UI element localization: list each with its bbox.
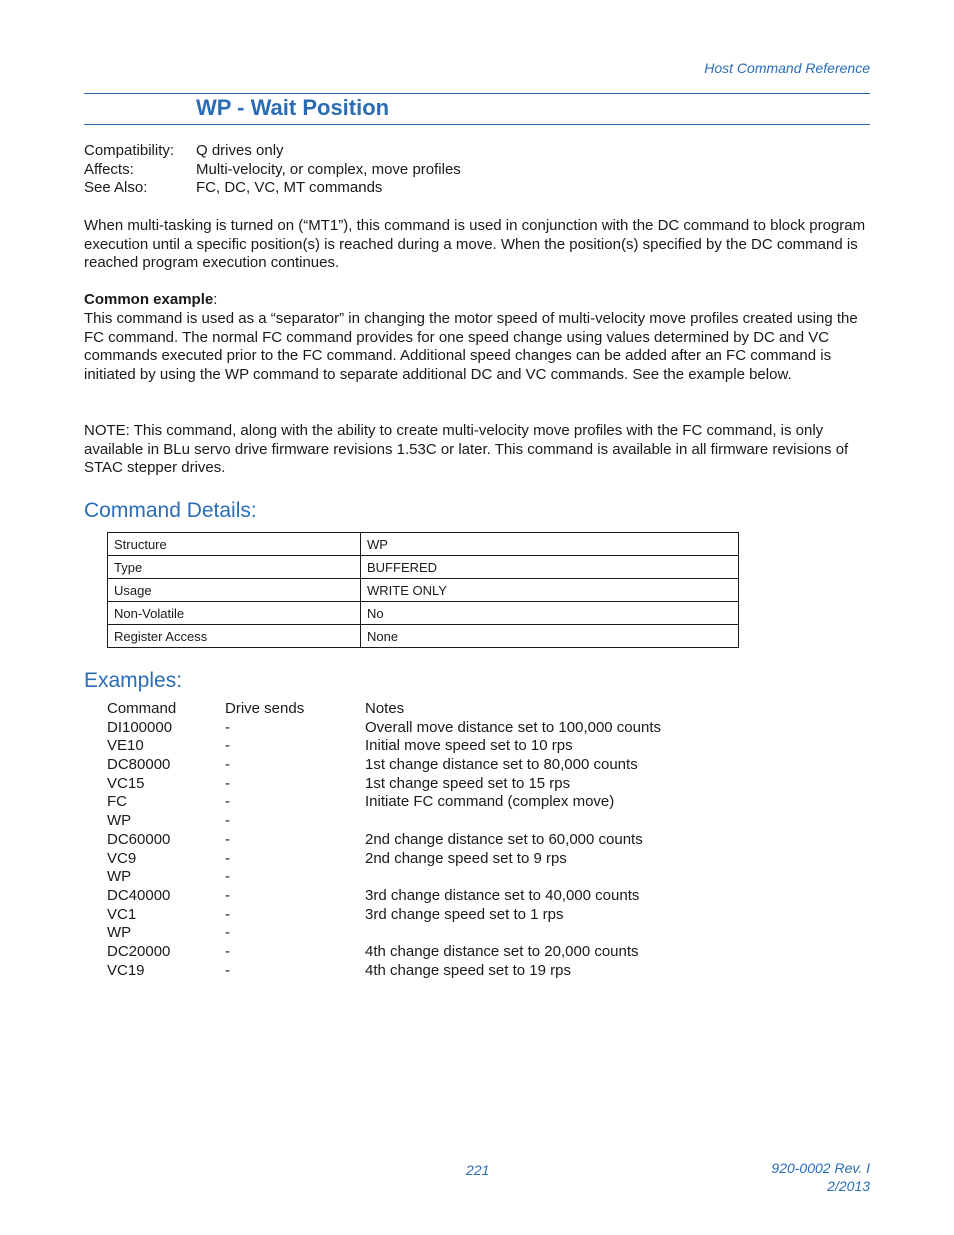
list-item — [107, 887, 661, 906]
list-item — [107, 737, 661, 756]
example-notes: 3rd change distance set to 40,000 counts — [365, 886, 640, 904]
page-number: 221 — [466, 1162, 490, 1178]
table-row — [108, 625, 739, 648]
example-command: WP — [107, 868, 132, 886]
example-drive-sends: - — [225, 718, 230, 736]
examples-listing — [107, 700, 661, 980]
detail-value: WP — [361, 533, 739, 556]
table-row — [108, 602, 739, 625]
detail-label: Non-Volatile — [108, 602, 361, 625]
example-notes: Overall move distance set to 100,000 counts — [365, 718, 662, 736]
meta-label: Affects: — [84, 160, 134, 178]
column-header-drive-sends: Drive sends — [225, 700, 305, 717]
examples-heading: Examples: — [84, 669, 183, 692]
title-rule-top — [84, 93, 870, 94]
detail-value: None — [361, 625, 739, 648]
example-notes: 4th change distance set to 20,000 counts — [365, 942, 639, 960]
example-notes: 2nd change speed set to 9 rps — [365, 849, 567, 867]
detail-label: Structure — [108, 533, 361, 556]
revision-date: 2/2013 — [827, 1178, 870, 1194]
list-item — [107, 868, 661, 887]
list-item — [107, 850, 661, 869]
example-notes: 2nd change distance set to 60,000 counts — [365, 830, 643, 848]
intro-paragraph: When multi-tasking is turned on (“MT1”), this command is used in conjunction with the DC command to block program execution until a specific position(s) is reached during a move. When the position(s) specified by the DC command is reached program execution continues. — [84, 217, 866, 272]
detail-label: Type — [108, 556, 361, 579]
example-drive-sends: - — [225, 905, 230, 923]
example-command: VC15 — [107, 774, 145, 792]
example-drive-sends: - — [225, 886, 230, 904]
example-notes: 3rd change speed set to 1 rps — [365, 905, 564, 923]
example-command: VE10 — [107, 737, 144, 755]
example-notes: Initial move speed set to 10 rps — [365, 737, 573, 755]
example-notes: 4th change speed set to 19 rps — [365, 961, 571, 979]
example-drive-sends: - — [225, 942, 230, 960]
meta-label: See Also: — [84, 179, 148, 197]
table-row — [108, 556, 739, 579]
note-paragraph: NOTE: This command, along with the ability to create multi-velocity move profiles with the FC command, is only available in BLu servo drive firmware revisions 1.53C or later. This command is available in all firmware revisions of STAC stepper drives. — [84, 422, 849, 477]
meta-see-also — [84, 179, 461, 198]
common-example-colon: : — [213, 291, 218, 308]
common-example-paragraph: This command is used as a “separator” in changing the motor speed of multi-velocity move profiles created using the FC command. The normal FC command provides for one speed change using values determined by DC and VC commands executed prior to the FC command. Additional speed changes can be added after an FC command is initiated by using the WP command to separate additional DC and VC commands. See the example below. — [84, 310, 858, 383]
revision-number: 920-0002 Rev. I — [771, 1160, 870, 1176]
running-header: Host Command Reference — [704, 60, 870, 76]
example-command: WP — [107, 812, 132, 830]
detail-label: Usage — [108, 579, 361, 602]
example-command: WP — [107, 924, 132, 942]
example-notes: 1st change speed set to 15 rps — [365, 774, 571, 792]
list-item — [107, 943, 661, 962]
example-drive-sends: - — [225, 961, 230, 979]
column-header-notes: Notes — [365, 700, 405, 717]
examples-header-row — [107, 700, 661, 719]
revision-block — [771, 1159, 870, 1195]
example-command: VC9 — [107, 849, 137, 867]
list-item — [107, 906, 661, 925]
meta-label: Compatibility: — [84, 142, 175, 159]
meta-affects — [84, 161, 461, 180]
table-row — [108, 533, 739, 556]
list-item — [107, 756, 661, 775]
list-item — [107, 812, 661, 831]
command-meta — [84, 142, 461, 198]
detail-value: WRITE ONLY — [361, 579, 739, 602]
common-example-label: Common example — [84, 291, 214, 308]
list-item — [107, 793, 661, 812]
detail-label: Register Access — [108, 625, 361, 648]
example-command: VC1 — [107, 905, 137, 923]
meta-value: Multi-velocity, or complex, move profiles — [196, 160, 461, 178]
page-title: WP - Wait Position — [196, 95, 390, 120]
example-command: DC40000 — [107, 886, 171, 904]
list-item — [107, 962, 661, 981]
example-notes: 1st change distance set to 80,000 counts — [365, 756, 638, 774]
example-drive-sends: - — [225, 737, 230, 755]
example-drive-sends: - — [225, 756, 230, 774]
column-header-command: Command — [107, 700, 177, 717]
meta-value: FC, DC, VC, MT commands — [196, 179, 383, 197]
example-command: DI100000 — [107, 718, 173, 736]
list-item — [107, 775, 661, 794]
detail-value: No — [361, 602, 739, 625]
example-command: VC19 — [107, 961, 145, 979]
example-drive-sends: - — [225, 924, 230, 942]
common-example-label-line — [84, 291, 870, 310]
meta-compatibility — [84, 142, 461, 161]
list-item — [107, 831, 661, 850]
example-drive-sends: - — [225, 812, 230, 830]
command-details-table — [107, 532, 739, 648]
list-item — [107, 719, 661, 738]
example-command: DC80000 — [107, 756, 171, 774]
example-command: DC20000 — [107, 942, 171, 960]
example-drive-sends: - — [225, 774, 230, 792]
example-notes: Initiate FC command (complex move) — [365, 793, 615, 811]
table-row — [108, 579, 739, 602]
example-drive-sends: - — [225, 849, 230, 867]
meta-value: Q drives only — [196, 142, 284, 159]
detail-value: BUFFERED — [361, 556, 739, 579]
example-command: DC60000 — [107, 830, 171, 848]
example-drive-sends: - — [225, 868, 230, 886]
example-drive-sends: - — [225, 793, 230, 811]
example-drive-sends: - — [225, 830, 230, 848]
list-item — [107, 924, 661, 943]
command-details-heading: Command Details: — [84, 499, 257, 522]
title-rule-bottom — [84, 124, 870, 125]
example-command: FC — [107, 793, 127, 811]
